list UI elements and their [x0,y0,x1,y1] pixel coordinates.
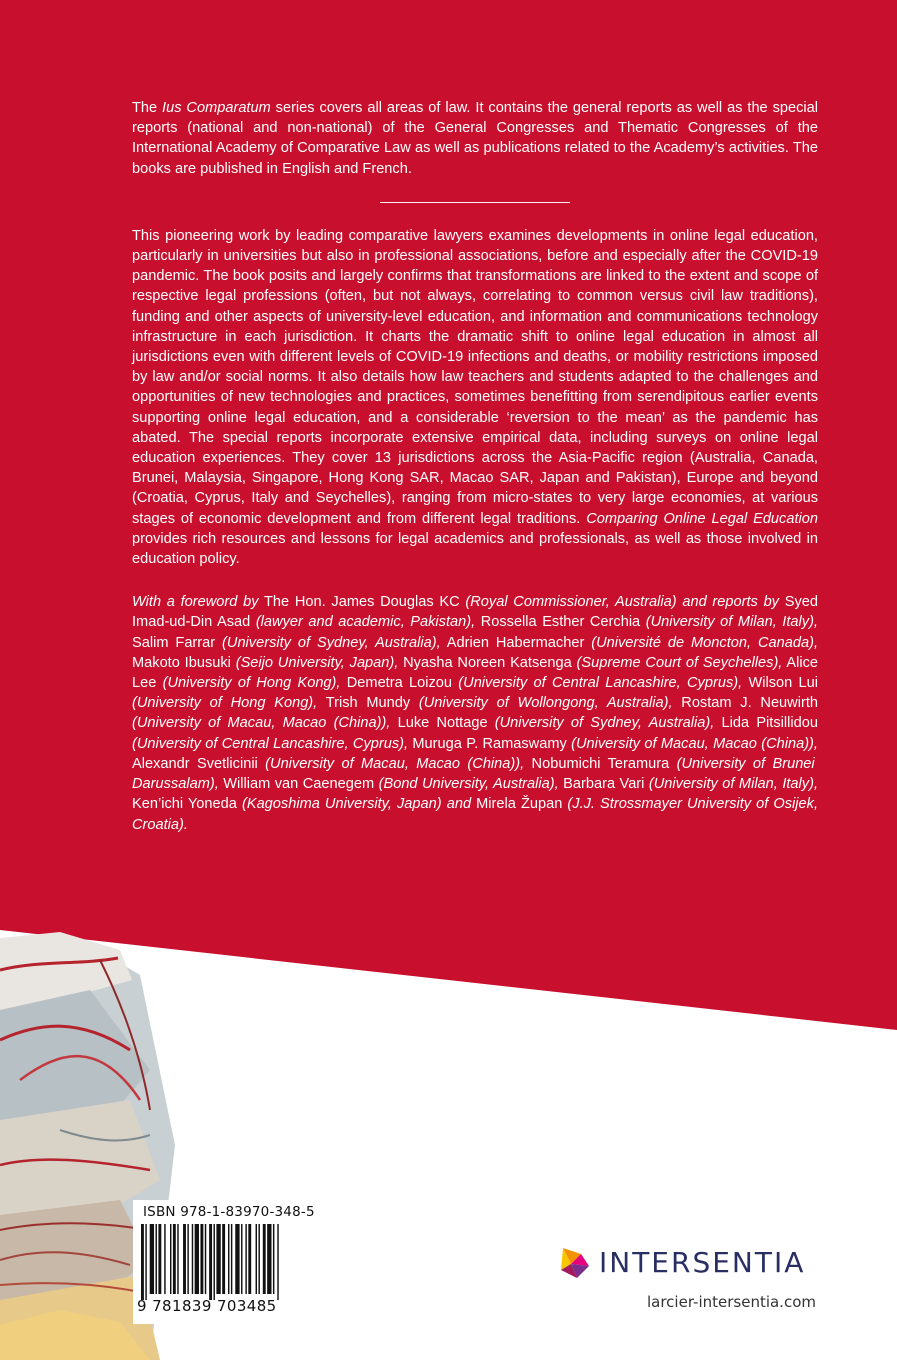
contributor-affiliation: (Bond University, Australia), [378,776,559,793]
publisher-website: larcier-intersentia.com [646,1293,816,1311]
contributor-name: Makoto Ibusuki [132,654,236,671]
barcode-icon [139,1224,327,1300]
contributors-list: With a foreword by The Hon. James Douglas KC (Royal Commissioner, Australia) and reports by Syed Imad-ud-Din Asad (lawyer and academic, Pakistan), Rossella Esther Cerchia (University of Milan, Italy), Salim Farrar (University of Sydney, Australia), Adrien Habermacher (Université de Moncton, Canada), Makoto Ibusuki (Seijo University, Japan), Nyasha Noreen Katsenga (Supreme Court of Seychelles), Alice Lee (University of Hong Kong), Demetra Loizou (University of Central Lancashire, Cyprus), Wilson Lui (University of Hong Kong), Trish Mundy (University of Wollongong, Australia), Rostam J. Neuwirth (University of Macau, Macao (China)), Luke Nottage (University of Sydney, Australia), Lida Pitsillidou (University of Central Lancashire, Cyprus), Muruga P. Ramaswamy (University of Macau, Macao (China)), Alexandr Svetlicinii (University of Macau, Macao (China)), Nobumichi Teramura (University of Brunei Darussalam), William van Caenegem (Bond University, Australia), Barbara Vari (University of Milan, Italy), Ken’ichi Yoneda (Kagoshima University, Japan) and Mirela Župan (J.J. Strossmayer University of Osijek, Croatia). [132,594,818,833]
publisher-logo [557,1244,827,1284]
contributor-name: William van Caenegem [218,776,379,793]
contributor-name: Muruga P. Ramaswamy [408,735,572,752]
contributor-name: Barbara Vari [558,776,649,793]
contributor-name: Mirela Župan [471,796,568,813]
contributor-affiliation: (University of Central Lancashire, Cyprus), [132,735,409,752]
contributor-name: Adrien Habermacher [440,634,592,651]
back-cover-text [132,98,818,835]
contributor-affiliation: (University of Sydney, Australia), [494,715,715,732]
contributor-affiliation: (Kagoshima University, Japan) and [241,796,472,813]
contributor-name: Trish Mundy [317,695,419,712]
contributor-affiliation: (University of Wollongong, Australia), [418,695,673,712]
contributor-name: Alice Lee [132,654,818,692]
publisher-name: INTERSENTIA [599,1246,806,1279]
contributor-name: Syed Imad-ud-Din Asad [132,594,818,631]
isbn-label: ISBN 978-1-83970-348-5 [143,1204,315,1220]
contributor-name: Wilson Lui [742,675,818,692]
intersentia-logo-icon [557,1244,593,1280]
contributor-name: Rossella Esther Cerchia [475,614,646,631]
series-name: Ius Comparatum [162,100,271,116]
contributor-affiliation: (J.J. Strossmayer University of Osijek, Croatia). [132,796,818,833]
contributor-name: Rostam J. Neuwirth [672,695,818,712]
contributor-affiliation: (Université de Moncton, Canada), [591,634,818,651]
contributor-affiliation: (University of Macau, Macao (China)), [571,735,818,752]
contributor-name: Alexandr Svetlicinii [132,755,266,772]
contributor-name: Luke Nottage [390,715,495,732]
contributor-affiliation: (University of Macau, Macao (China)), [132,715,391,732]
barcode-digits: 9 781839 703485 [137,1297,277,1315]
contributor-affiliation: (lawyer and academic, Pakistan), [255,614,476,631]
contributor-affiliation: (University of Macau, Macao (China)), [265,755,525,772]
contributor-affiliation: (Supreme Court of Seychelles), [576,654,783,671]
contributor-name: Demetra Loizou [340,675,459,692]
contributor-affiliation: (University of Milan, Italy), [648,776,818,793]
isbn-barcode [133,1200,333,1324]
contributor-affiliation: (University of Central Lancashire, Cyprus), [458,675,743,692]
contributor-name: Ken’ichi Yoneda [132,796,242,813]
contributor-name: Lida Pitsillidou [714,715,818,732]
book-title: Comparing Online Legal Education [586,510,818,527]
contributor-name: Nyasha Noreen Katsenga [398,654,577,671]
section-divider [380,202,570,203]
contributor-affiliation: (University of Milan, Italy), [645,614,818,631]
contributor-affiliation: (University of Hong Kong), [132,695,318,712]
contributor-affiliation: (University of Brunei Darussalam), [132,755,815,793]
series-description: The Ius Comparatum series covers all areas of law. It contains the general reports as well as the special reports (national and non-national) of the General Congresses and Thematic Congresses of the International Academy of Comparative Law as well as publications related to the Academy’s activities. The books are published in English and French. [132,100,818,177]
contributor-affiliation: (Seijo University, Japan), [235,654,399,671]
contributor-affiliation: (University of Sydney, Australia), [222,634,441,651]
contributor-name: Nobumichi Teramura [524,755,677,772]
contributor-affiliation: (University of Hong Kong), [162,675,341,692]
contributor-name: Salim Farrar [132,634,223,651]
book-description: This pioneering work by leading comparative lawyers examines developments in online legal education, particularly in universities but also in professional associations, before and especially after the COVID-19 pandemic. The book posits and largely confirms that transformations are linked to the extent and scope of respective legal professions (often, but not always, correlating to common versus civil law traditions), funding and other aspects of university-level education, and information and communications technology infrastructure in each jurisdiction. It charts the dramatic shift to online legal education in almost all jurisdictions even with different levels of COVID-19 infections and deaths, or mobility restrictions imposed by law and/or social norms. It also details how law teachers and students adapted to the challenges and opportunities of new technologies and practices, sometimes benefitting from serendipitous earlier events supporting online legal education, and a considerable ‘reversion to the mean’ as the pandemic has abated. The special reports incorporate extensive empirical data, including surveys on online legal education experiences. They cover 13 jurisdictions across the Asia-Pacific region (Australia, Canada, Brunei, Malaysia, Singapore, Hong Kong SAR, Macao SAR, Japan and Pakistan), Europe and beyond (Croatia, Cyprus, Italy and Seychelles), ranging from micro-states to very large economies, at various stages of economic development and from different legal traditions. Comparing Online Legal Education provides rich resources and lessons for legal academics and professionals, as well as those involved in education policy. [132,227,818,568]
